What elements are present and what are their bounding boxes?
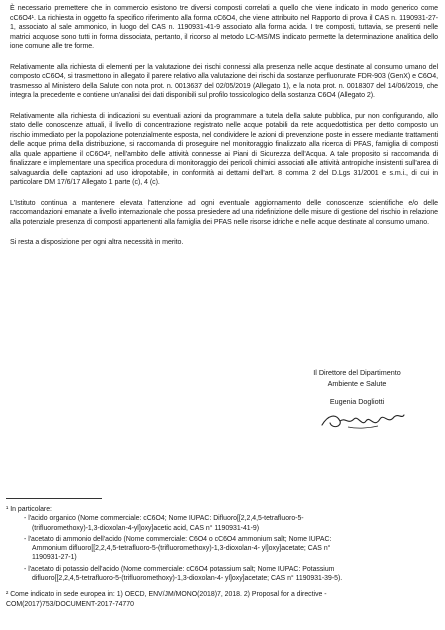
letter-body xyxy=(10,4,438,264)
footnote-1-item: - l'acetato di ammonio dell'acido (Nome commerciale: C6O4 o cC6O4 ammonium salt; Nome IUPAC: Ammonium difluoro[[2,2,4,5-tetrafluoro-5-(trifluoromethoxy)-1,3-dioxolan-4- yl]oxy]acetate; CAS n° 1190931-27-1) xyxy=(24,535,332,562)
signatory-department: Ambiente e Salute xyxy=(327,378,387,388)
footnote-1-item: - l'acido organico (Nome commerciale: cC6O4; Nome IUPAC: Difluoro[[2,2,4,5-tetrafluoro-5- (trifluoromethoxy)-1,3-dioxolan-4-yl]oxy]acetic acid, CAS n° 1190931-41-9) xyxy=(24,515,304,532)
paragraph-risk-assessment: Relativamente alla richiesta di elementi per la valutazione dei rischi connessi alla presenza nelle acque destinate al consumo umano del composto cC6O4, si trasmettono in allegato il parere relativo alla valutazione dei rischi da sostanze perfluorurate FDR-903 (GenX) e C6O4, trasmesso al Ministero della Salute con nota prot. n. 0013637 del 02/05/2019 (Allegato 1), e la nota prot. n. 0018307 del 14/06/2019, che integra la precedente e contiene un'analisi dei dati disponibili sul profilo tossicologico della sostanza C6O4 (Allegato 2). xyxy=(10,63,438,99)
signatory-role: Il Direttore del Dipartimento xyxy=(313,368,401,377)
paragraph-public-health-actions: Relativamente alla richiesta di indicazioni su eventuali azioni da programmare a tutela della salute pubblica, pur non configurando, allo stato delle conoscenze attuali, il livello di concentrazione registrato nelle acque potabili da rete acquedottistica per detto composto un rischio immediato per la popolazione potenzialmente esposta, nel condividere le azioni di prevenzione poste in essere mediante trattamenti delle acque prima della distribuzione, si raccomanda di proseguire nel monitoraggio finalizzato alla ricerca di PFAS, famiglia di composti alla quale appartiene il cC6O4², nell'ambito delle attività connesse ai Piani di Sicurezza dell'Acqua. A tale proposito si raccomanda di finalizzare e implementare una specifica procedura di monitoraggio dei pericoli chimici associati alle attività antropiche insistenti sull'area di salvaguardia delle captazioni ad uso idropotabile, in conformità ai dettami dell'art. 8 comma 2 del D.Lgs 31/2001 e s.m.i., di cui in particolare DM 17/6/17 Allegato 1 parte (c), 4 (c). xyxy=(10,112,438,186)
footnote-1-label: ¹ In particolare: xyxy=(6,506,52,513)
paragraph-institute-attention: L'Istituto continua a mantenere elevata l'attenzione ad ogni eventuale aggiornamento delle conoscenze scientifiche e/o delle raccomandazioni emanate a livello internazionale che possa presiedere ad una ridefinizione delle misure di gestione del rischio in relazione alla potenziale presenza di composti appartenenti alla famiglia dei PFAS nelle risorse idriche e nelle acque destinate al consumo umano. xyxy=(10,199,438,226)
paragraph-closing: Si resta a disposizione per ogni altra necessità in merito. xyxy=(10,239,184,246)
signature-block xyxy=(282,368,432,408)
footnote-1-item: - l'acetato di potassio dell'acido (Nome commerciale: cC6O4 potassium salt; Nome IUPAC: Potassium difluoro[[2,2,4,5-tetrafluoro-5-(trifluoromethoxy)-1,3-dioxolan-4- yl]oxy]acetate; CAS n° 1190931-39-5). xyxy=(24,565,343,583)
footnotes xyxy=(6,505,436,609)
footnote-separator xyxy=(6,498,102,499)
handwritten-signature xyxy=(318,405,408,435)
signatory-name: Eugenia Dogliotti xyxy=(329,397,385,406)
footnote-2: ² Come indicato in sede europea in: 1) OECD, ENV/JM/MONO(2018)7, 2018. 2) Proposal for a directive - COM(2017)753/DOCUMENT-2017-74770 xyxy=(6,591,327,608)
paragraph-isomers: È necessario premettere che in commercio esistono tre diversi composti correlati a quello che viene indicato in modo generico come cC6O4¹. La richiesta in oggetto fa specifico riferimento alla forma cC6O4, che viene attribuito nel Rapporto di prova il CAS n. 1190931-27-1, associato al sale ammonico, in luogo del CAS n. 1190931-41-9 associato alla forma acida. I tre composti, tuttavia, se presenti nelle matrici acquose sono tutti in forma dissociata, pertanto, il ricorso al metodo LC-MS/MS indicato permette la determinazione analitica dello ione comune alle tre forme. xyxy=(10,5,438,50)
